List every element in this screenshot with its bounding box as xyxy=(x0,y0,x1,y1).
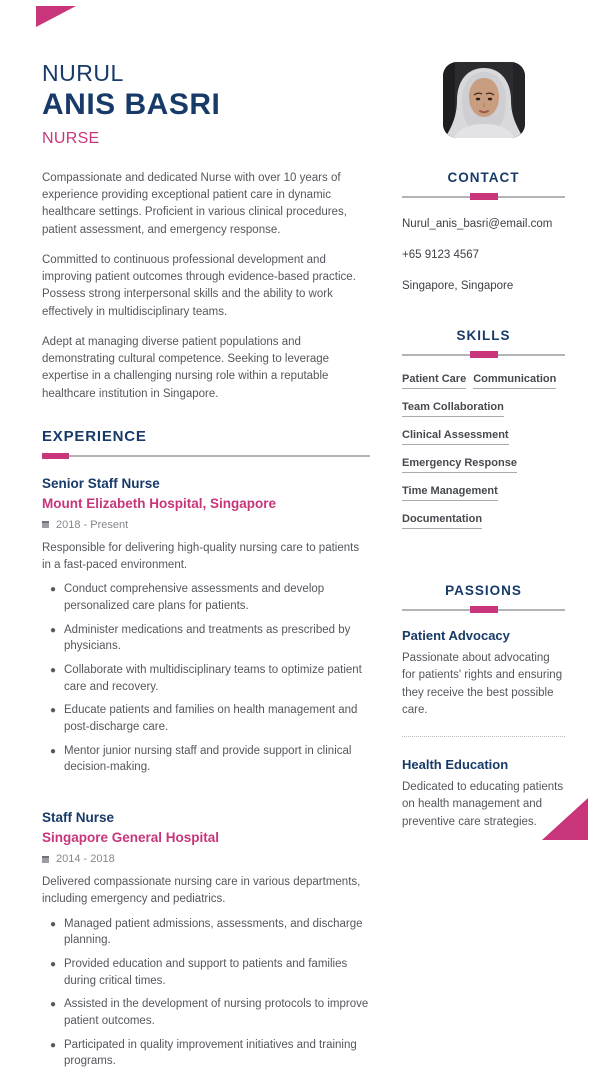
section-divider xyxy=(402,606,565,612)
job-bullet: ● Assisted in the development of nursing protocols to improve patient outcomes. xyxy=(42,996,370,1029)
bullet-icon: ● xyxy=(49,745,57,757)
summary-paragraph: Committed to continuous professional development and improving patient outcomes through evidence-based practice. Possess strong interpersonal skills and the ability to work effectively in multidisciplinary teams. xyxy=(42,253,356,318)
job-description: Delivered compassionate nursing care in various departments, including emergency and pediatrics. xyxy=(42,876,361,906)
skills-list xyxy=(402,373,565,529)
last-name: ANIS BASRI xyxy=(42,88,221,122)
bullet-icon: ● xyxy=(49,624,57,636)
calendar-icon xyxy=(42,521,49,528)
job-bullet: ● Administer medications and treatments as prescribed by physicians. xyxy=(42,622,370,655)
profile-photo xyxy=(443,62,525,138)
job-company: Mount Elizabeth Hospital, Singapore xyxy=(42,495,277,511)
skill-tag: Clinical Assessment xyxy=(402,429,509,445)
job-bullet: ● Educate patients and families on health management and post-discharge care. xyxy=(42,702,370,735)
contact-email: Nurul_anis_basri@email.com xyxy=(402,218,553,230)
skills-section xyxy=(402,328,565,529)
job-dates xyxy=(42,519,370,531)
divider-accent xyxy=(470,193,498,200)
divider-accent xyxy=(42,453,69,459)
passion-entry xyxy=(402,628,565,719)
passions-heading: PASSIONS xyxy=(445,583,522,598)
contact-phone: +65 9123 4567 xyxy=(402,249,480,261)
job-role: NURSE xyxy=(42,129,100,147)
passion-title: Health Education xyxy=(402,757,509,772)
contact-location: Singapore, Singapore xyxy=(402,280,514,292)
passions-section xyxy=(402,583,565,831)
section-divider xyxy=(42,453,370,459)
dotted-divider xyxy=(402,736,565,737)
bullet-icon: ● xyxy=(49,999,57,1011)
bullet-icon: ● xyxy=(49,918,57,930)
bullet-icon: ● xyxy=(49,1039,57,1051)
skill-tag: Time Management xyxy=(402,485,498,501)
experience-heading: EXPERIENCE xyxy=(42,427,147,445)
first-name: NURUL xyxy=(42,60,124,86)
skill-tag: Communication xyxy=(473,373,556,389)
passion-title: Patient Advocacy xyxy=(402,628,510,643)
job-bullet: ● Conduct comprehensive assessments and develop personalized care plans for patients. xyxy=(42,581,370,614)
passion-entry xyxy=(402,757,565,831)
date-range: 2014 - 2018 xyxy=(56,853,115,866)
sidebar-column xyxy=(402,60,565,1077)
section-divider xyxy=(402,351,565,357)
job-bullet-list xyxy=(42,581,370,776)
summary xyxy=(42,170,370,403)
date-range: 2018 - Present xyxy=(56,518,129,531)
calendar-icon xyxy=(42,856,49,863)
bullet-icon: ● xyxy=(49,665,57,677)
skill-tag: Team Collaboration xyxy=(402,401,504,417)
job-bullet: ● Mentor junior nursing staff and provide support in clinical decision-making. xyxy=(42,743,370,776)
job-bullet: ● Collaborate with multidisciplinary teams to optimize patient care and recovery. xyxy=(42,662,370,695)
main-column xyxy=(42,60,370,1077)
summary-paragraph: Adept at managing diverse patient populations and demonstrating cultural competence. Seeking to leverage expertise in a challenging nursing role within a reputable healthcare institution in Singapore. xyxy=(42,335,330,400)
bullet-icon: ● xyxy=(49,584,57,596)
contact-section xyxy=(402,170,565,292)
job-description: Responsible for delivering high-quality nursing care to patients in a fast-paced environment. xyxy=(42,541,360,572)
divider-line xyxy=(42,455,370,457)
photo-container xyxy=(402,62,565,138)
job-bullet: ● Provided education and support to patients and families during critical times. xyxy=(42,956,370,989)
skills-heading: SKILLS xyxy=(456,328,511,343)
experience-entry xyxy=(42,476,370,776)
passion-description: Dedicated to educating patients on health management and preventive care strategies. xyxy=(402,781,564,828)
summary-paragraph: Compassionate and dedicated Nurse with over 10 years of experience providing exceptional patient care in dynamic healthcare settings. Proficient in various clinical procedures, patient assessment, and emergency response. xyxy=(42,171,347,236)
job-dates xyxy=(42,853,370,865)
divider-accent xyxy=(470,351,498,358)
job-bullet: ● Participated in quality improvement initiatives and training programs. xyxy=(42,1037,370,1070)
job-title: Staff Nurse xyxy=(42,810,115,826)
passion-description: Passionate about advocating for patients' rights and ensuring they receive the best possible care. xyxy=(402,652,563,716)
section-divider xyxy=(402,193,565,199)
job-company: Singapore General Hospital xyxy=(42,830,220,846)
divider-accent xyxy=(470,606,498,613)
contact-heading: CONTACT xyxy=(447,170,520,185)
skill-tag: Patient Care xyxy=(402,373,466,389)
job-title: Senior Staff Nurse xyxy=(42,475,160,491)
bullet-icon: ● xyxy=(49,705,57,717)
skill-tag: Documentation xyxy=(402,513,482,529)
job-bullet-list xyxy=(42,916,370,1070)
job-bullet: ● Managed patient admissions, assessments, and discharge planning. xyxy=(42,916,370,949)
experience-entry xyxy=(42,810,370,1070)
skill-tag: Emergency Response xyxy=(402,457,517,473)
bullet-icon: ● xyxy=(49,959,57,970)
